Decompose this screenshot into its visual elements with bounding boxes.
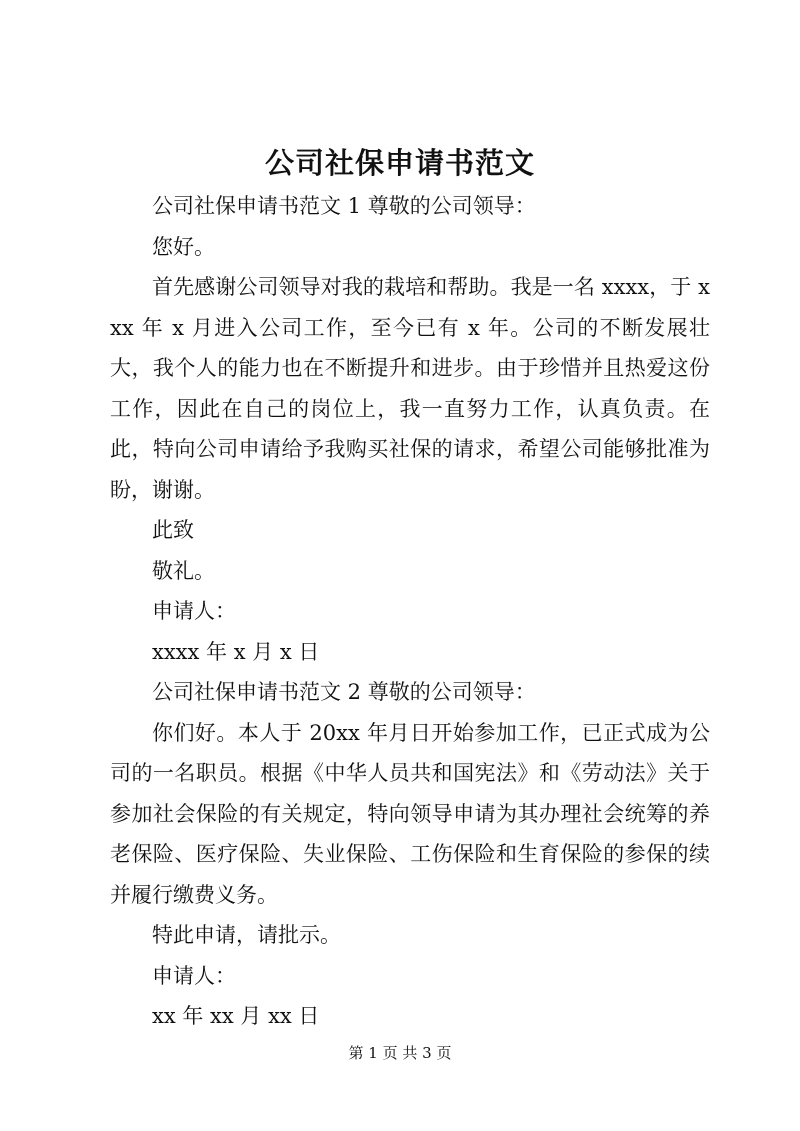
paragraph-2: 您好。	[152, 234, 215, 259]
paragraph-6: 申请人：	[152, 599, 236, 623]
paragraph-1: 公司社保申请书范文 1 尊敬的公司领导：	[152, 194, 536, 218]
document-body	[110, 186, 710, 1037]
paragraph-3: 首先感谢公司领导对我的栽培和帮助。我是一名 xxxx，于 xxx 年 x 月进入公司工作，至今已有 x 年。公司的不断发展壮大，我个人的能力也在不断提升和进步。由于珍惜并且热爱这份工作，因此在自己的岗位上，我一直努力工作，认真负责。在此，特向公司申请给予我购买社保的请求，希望公司能够批准为盼，谢谢。	[110, 275, 710, 502]
paragraph-9: 你们好。本人于 20xx 年月日开始参加工作，已正式成为公司的一名职员。根据《中华人员共和国宪法》和《劳动法》关于参加社会保险的有关规定，特向领导申请为其办理社会统筹的养老保险、医疗保险、失业保险、工伤保险和生育保险的参保的续并履行缴费义务。	[110, 720, 710, 907]
paragraph-5: 敬礼。	[152, 558, 215, 583]
paragraph-7: xxxx 年 x 月 x 日	[152, 639, 320, 664]
paragraph-4: 此致	[152, 518, 194, 542]
paragraph-12: xx 年 xx 月 xx 日	[152, 1004, 320, 1028]
document-title: 公司社保申请书范文	[264, 146, 535, 180]
paragraph-8: 公司社保申请书范文 2 尊敬的公司领导：	[152, 680, 536, 704]
page-number-footer: 第 1 页 共 3 页	[348, 1044, 452, 1062]
paragraph-11: 申请人：	[152, 963, 236, 988]
paragraph-10: 特此申请，请批示。	[152, 923, 341, 947]
